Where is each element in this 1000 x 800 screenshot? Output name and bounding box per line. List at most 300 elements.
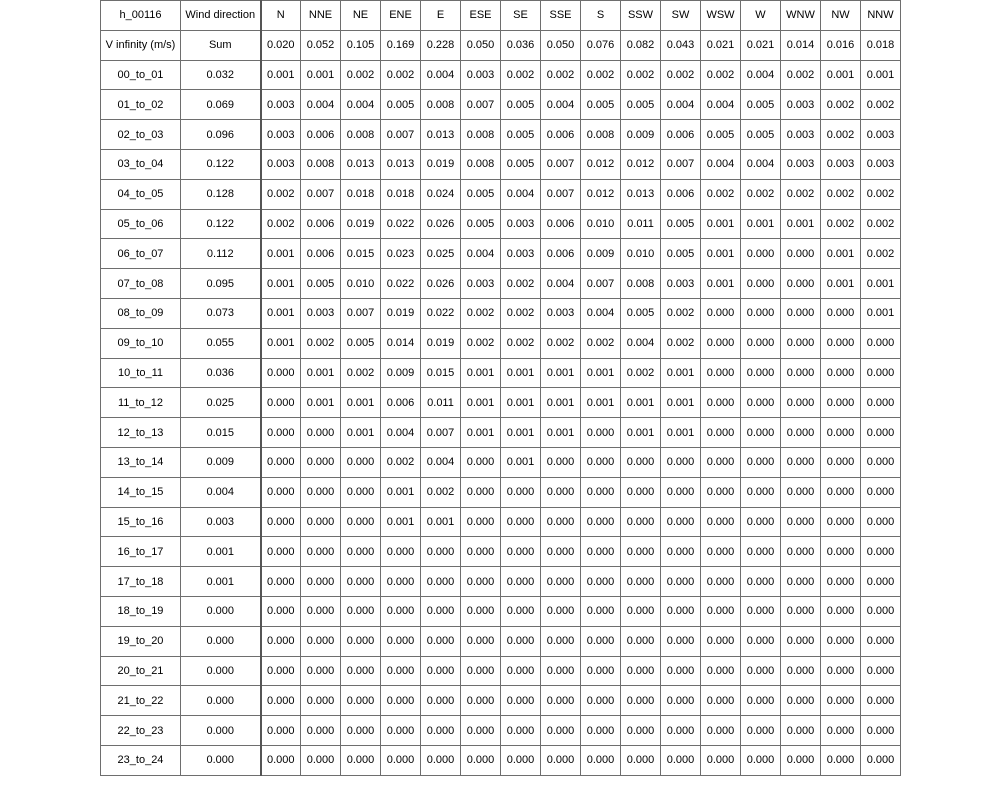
speed-range-cell: 08_to_09 bbox=[101, 298, 181, 328]
frequency-cell: 0.002 bbox=[581, 328, 621, 358]
frequency-cell: 0.005 bbox=[661, 209, 701, 239]
row-sum-cell: 0.000 bbox=[181, 626, 261, 656]
frequency-cell: 0.000 bbox=[821, 686, 861, 716]
frequency-cell: 0.004 bbox=[701, 90, 741, 120]
frequency-cell: 0.000 bbox=[701, 537, 741, 567]
frequency-cell: 0.000 bbox=[861, 418, 901, 448]
frequency-cell: 0.000 bbox=[861, 537, 901, 567]
speed-range-cell: 20_to_21 bbox=[101, 656, 181, 686]
frequency-cell: 0.015 bbox=[341, 239, 381, 269]
frequency-cell: 0.000 bbox=[541, 596, 581, 626]
frequency-cell: 0.004 bbox=[341, 90, 381, 120]
frequency-cell: 0.000 bbox=[301, 477, 341, 507]
frequency-cell: 0.002 bbox=[501, 328, 541, 358]
row-sum-cell: 0.004 bbox=[181, 477, 261, 507]
frequency-cell: 0.000 bbox=[301, 567, 341, 597]
table-row bbox=[101, 269, 901, 299]
frequency-cell: 0.000 bbox=[781, 596, 821, 626]
frequency-cell: 0.000 bbox=[541, 507, 581, 537]
frequency-cell: 0.000 bbox=[621, 447, 661, 477]
frequency-cell: 0.002 bbox=[461, 298, 501, 328]
frequency-cell: 0.006 bbox=[541, 120, 581, 150]
frequency-cell: 0.000 bbox=[741, 418, 781, 448]
row-sum-cell: 0.069 bbox=[181, 90, 261, 120]
frequency-cell: 0.000 bbox=[741, 716, 781, 746]
row-sum-cell: 0.073 bbox=[181, 298, 261, 328]
frequency-cell: 0.000 bbox=[741, 447, 781, 477]
row-sum-cell: 0.128 bbox=[181, 179, 261, 209]
frequency-cell: 0.003 bbox=[301, 298, 341, 328]
row-sum-cell: 0.001 bbox=[181, 567, 261, 597]
frequency-cell: 0.013 bbox=[341, 149, 381, 179]
frequency-cell: 0.000 bbox=[541, 626, 581, 656]
frequency-cell: 0.002 bbox=[501, 269, 541, 299]
frequency-cell: 0.000 bbox=[821, 567, 861, 597]
frequency-cell: 0.000 bbox=[621, 477, 661, 507]
table-row bbox=[101, 418, 901, 448]
frequency-cell: 0.019 bbox=[381, 298, 421, 328]
frequency-cell: 0.002 bbox=[701, 179, 741, 209]
table-row bbox=[101, 239, 901, 269]
frequency-cell: 0.002 bbox=[501, 60, 541, 90]
frequency-cell: 0.000 bbox=[461, 447, 501, 477]
frequency-cell: 0.000 bbox=[661, 477, 701, 507]
frequency-cell: 0.007 bbox=[301, 179, 341, 209]
frequency-cell: 0.003 bbox=[501, 209, 541, 239]
frequency-cell: 0.013 bbox=[621, 179, 661, 209]
frequency-cell: 0.007 bbox=[541, 149, 581, 179]
frequency-cell: 0.001 bbox=[261, 239, 301, 269]
row-sum-cell: 0.036 bbox=[181, 358, 261, 388]
frequency-cell: 0.000 bbox=[661, 567, 701, 597]
frequency-cell: 0.003 bbox=[461, 269, 501, 299]
frequency-cell: 0.000 bbox=[421, 716, 461, 746]
frequency-cell: 0.001 bbox=[421, 507, 461, 537]
frequency-cell: 0.000 bbox=[581, 745, 621, 775]
frequency-cell: 0.001 bbox=[381, 507, 421, 537]
frequency-cell: 0.006 bbox=[301, 239, 341, 269]
frequency-cell: 0.000 bbox=[581, 686, 621, 716]
frequency-cell: 0.000 bbox=[541, 447, 581, 477]
frequency-cell: 0.001 bbox=[501, 388, 541, 418]
frequency-cell: 0.002 bbox=[341, 358, 381, 388]
table-row bbox=[101, 745, 901, 775]
table-row bbox=[101, 298, 901, 328]
frequency-cell: 0.001 bbox=[781, 209, 821, 239]
frequency-cell: 0.000 bbox=[701, 626, 741, 656]
frequency-cell: 0.008 bbox=[341, 120, 381, 150]
frequency-cell: 0.000 bbox=[701, 388, 741, 418]
frequency-cell: 0.000 bbox=[501, 477, 541, 507]
frequency-cell: 0.004 bbox=[541, 269, 581, 299]
frequency-cell: 0.007 bbox=[341, 298, 381, 328]
frequency-cell: 0.000 bbox=[741, 656, 781, 686]
frequency-cell: 0.013 bbox=[381, 149, 421, 179]
direction-sum-cell: 0.016 bbox=[821, 30, 861, 60]
frequency-cell: 0.001 bbox=[661, 388, 701, 418]
frequency-cell: 0.000 bbox=[461, 745, 501, 775]
frequency-cell: 0.002 bbox=[261, 179, 301, 209]
frequency-cell: 0.000 bbox=[781, 626, 821, 656]
frequency-cell: 0.000 bbox=[701, 507, 741, 537]
frequency-cell: 0.004 bbox=[701, 149, 741, 179]
table-row bbox=[101, 716, 901, 746]
frequency-cell: 0.005 bbox=[581, 90, 621, 120]
frequency-cell: 0.000 bbox=[781, 567, 821, 597]
frequency-cell: 0.000 bbox=[301, 447, 341, 477]
frequency-cell: 0.000 bbox=[701, 656, 741, 686]
direction-sum-cell: 0.228 bbox=[421, 30, 461, 60]
frequency-cell: 0.000 bbox=[261, 626, 301, 656]
frequency-cell: 0.000 bbox=[701, 745, 741, 775]
frequency-cell: 0.000 bbox=[661, 447, 701, 477]
frequency-cell: 0.000 bbox=[821, 745, 861, 775]
frequency-cell: 0.005 bbox=[741, 120, 781, 150]
direction-sum-cell: 0.076 bbox=[581, 30, 621, 60]
frequency-cell: 0.000 bbox=[541, 477, 581, 507]
frequency-cell: 0.000 bbox=[621, 716, 661, 746]
frequency-cell: 0.000 bbox=[661, 537, 701, 567]
frequency-cell: 0.000 bbox=[781, 298, 821, 328]
row-sum-cell: 0.000 bbox=[181, 745, 261, 775]
corner-label-cell: h_00116 bbox=[101, 1, 181, 31]
frequency-cell: 0.000 bbox=[861, 447, 901, 477]
frequency-cell: 0.000 bbox=[781, 477, 821, 507]
speed-range-cell: 14_to_15 bbox=[101, 477, 181, 507]
frequency-cell: 0.000 bbox=[261, 358, 301, 388]
frequency-cell: 0.000 bbox=[301, 507, 341, 537]
frequency-cell: 0.000 bbox=[781, 358, 821, 388]
frequency-cell: 0.001 bbox=[861, 269, 901, 299]
frequency-cell: 0.000 bbox=[461, 507, 501, 537]
row-sum-cell: 0.001 bbox=[181, 537, 261, 567]
frequency-cell: 0.002 bbox=[341, 60, 381, 90]
wind-frequency-table bbox=[100, 0, 901, 776]
frequency-cell: 0.002 bbox=[821, 179, 861, 209]
frequency-cell: 0.000 bbox=[581, 656, 621, 686]
table-row bbox=[101, 120, 901, 150]
frequency-cell: 0.005 bbox=[301, 269, 341, 299]
frequency-cell: 0.012 bbox=[581, 179, 621, 209]
frequency-cell: 0.004 bbox=[381, 418, 421, 448]
speed-range-cell: 17_to_18 bbox=[101, 567, 181, 597]
frequency-cell: 0.000 bbox=[701, 358, 741, 388]
frequency-cell: 0.005 bbox=[501, 120, 541, 150]
frequency-cell: 0.000 bbox=[621, 567, 661, 597]
frequency-cell: 0.002 bbox=[861, 239, 901, 269]
frequency-cell: 0.005 bbox=[461, 179, 501, 209]
frequency-cell: 0.004 bbox=[621, 328, 661, 358]
direction-header-cell: SSE bbox=[541, 1, 581, 31]
direction-header-cell: WSW bbox=[701, 1, 741, 31]
frequency-cell: 0.019 bbox=[341, 209, 381, 239]
frequency-cell: 0.005 bbox=[501, 149, 541, 179]
frequency-cell: 0.001 bbox=[861, 60, 901, 90]
direction-header-cell: ENE bbox=[381, 1, 421, 31]
row-sum-cell: 0.000 bbox=[181, 716, 261, 746]
frequency-cell: 0.000 bbox=[421, 567, 461, 597]
frequency-cell: 0.001 bbox=[501, 418, 541, 448]
frequency-cell: 0.000 bbox=[421, 626, 461, 656]
frequency-cell: 0.001 bbox=[341, 388, 381, 418]
frequency-cell: 0.000 bbox=[821, 358, 861, 388]
frequency-cell: 0.000 bbox=[341, 745, 381, 775]
frequency-cell: 0.019 bbox=[421, 149, 461, 179]
frequency-cell: 0.000 bbox=[861, 507, 901, 537]
direction-sum-cell: 0.082 bbox=[621, 30, 661, 60]
direction-sum-cell: 0.018 bbox=[861, 30, 901, 60]
frequency-cell: 0.002 bbox=[701, 60, 741, 90]
speed-range-cell: 10_to_11 bbox=[101, 358, 181, 388]
speed-range-cell: 11_to_12 bbox=[101, 388, 181, 418]
speed-header-cell: V infinity (m/s) bbox=[101, 30, 181, 60]
frequency-cell: 0.022 bbox=[381, 269, 421, 299]
frequency-cell: 0.000 bbox=[341, 537, 381, 567]
frequency-cell: 0.000 bbox=[501, 537, 541, 567]
frequency-cell: 0.000 bbox=[341, 716, 381, 746]
frequency-cell: 0.005 bbox=[661, 239, 701, 269]
frequency-cell: 0.001 bbox=[301, 388, 341, 418]
speed-range-cell: 13_to_14 bbox=[101, 447, 181, 477]
frequency-cell: 0.000 bbox=[341, 567, 381, 597]
frequency-cell: 0.001 bbox=[821, 60, 861, 90]
frequency-cell: 0.000 bbox=[421, 745, 461, 775]
frequency-cell: 0.003 bbox=[781, 149, 821, 179]
sum-header-cell: Sum bbox=[181, 30, 261, 60]
frequency-cell: 0.009 bbox=[581, 239, 621, 269]
frequency-cell: 0.000 bbox=[701, 477, 741, 507]
speed-range-cell: 06_to_07 bbox=[101, 239, 181, 269]
frequency-cell: 0.000 bbox=[421, 596, 461, 626]
frequency-cell: 0.000 bbox=[301, 626, 341, 656]
speed-range-cell: 01_to_02 bbox=[101, 90, 181, 120]
frequency-cell: 0.002 bbox=[821, 209, 861, 239]
speed-range-cell: 21_to_22 bbox=[101, 686, 181, 716]
table-row bbox=[101, 507, 901, 537]
frequency-cell: 0.001 bbox=[581, 388, 621, 418]
speed-range-cell: 23_to_24 bbox=[101, 745, 181, 775]
frequency-cell: 0.002 bbox=[661, 298, 701, 328]
frequency-cell: 0.001 bbox=[261, 298, 301, 328]
speed-range-cell: 22_to_23 bbox=[101, 716, 181, 746]
frequency-cell: 0.000 bbox=[821, 716, 861, 746]
frequency-cell: 0.006 bbox=[541, 209, 581, 239]
frequency-cell: 0.004 bbox=[301, 90, 341, 120]
frequency-cell: 0.003 bbox=[661, 269, 701, 299]
frequency-cell: 0.000 bbox=[701, 596, 741, 626]
frequency-cell: 0.000 bbox=[501, 507, 541, 537]
direction-sum-cell: 0.050 bbox=[461, 30, 501, 60]
frequency-cell: 0.014 bbox=[381, 328, 421, 358]
frequency-cell: 0.000 bbox=[701, 716, 741, 746]
frequency-cell: 0.000 bbox=[701, 567, 741, 597]
frequency-cell: 0.000 bbox=[861, 656, 901, 686]
frequency-cell: 0.000 bbox=[701, 447, 741, 477]
row-sum-cell: 0.122 bbox=[181, 149, 261, 179]
frequency-cell: 0.000 bbox=[381, 745, 421, 775]
frequency-cell: 0.006 bbox=[661, 179, 701, 209]
frequency-cell: 0.000 bbox=[661, 596, 701, 626]
frequency-cell: 0.001 bbox=[821, 239, 861, 269]
frequency-cell: 0.001 bbox=[541, 358, 581, 388]
table-row bbox=[101, 596, 901, 626]
frequency-cell: 0.000 bbox=[461, 686, 501, 716]
row-sum-cell: 0.095 bbox=[181, 269, 261, 299]
frequency-cell: 0.000 bbox=[301, 686, 341, 716]
table-row bbox=[101, 209, 901, 239]
table-row bbox=[101, 60, 901, 90]
frequency-cell: 0.000 bbox=[461, 567, 501, 597]
speed-range-cell: 00_to_01 bbox=[101, 60, 181, 90]
frequency-cell: 0.008 bbox=[621, 269, 661, 299]
frequency-cell: 0.000 bbox=[861, 328, 901, 358]
speed-range-cell: 18_to_19 bbox=[101, 596, 181, 626]
direction-header-cell: Wind direction bbox=[181, 1, 261, 31]
frequency-cell: 0.001 bbox=[341, 418, 381, 448]
frequency-cell: 0.000 bbox=[861, 477, 901, 507]
frequency-cell: 0.000 bbox=[781, 537, 821, 567]
frequency-cell: 0.010 bbox=[621, 239, 661, 269]
frequency-cell: 0.004 bbox=[501, 179, 541, 209]
frequency-cell: 0.000 bbox=[661, 507, 701, 537]
frequency-cell: 0.000 bbox=[341, 656, 381, 686]
table-row bbox=[101, 656, 901, 686]
frequency-cell: 0.000 bbox=[661, 656, 701, 686]
frequency-cell: 0.006 bbox=[381, 388, 421, 418]
frequency-cell: 0.000 bbox=[741, 686, 781, 716]
frequency-cell: 0.000 bbox=[821, 656, 861, 686]
frequency-cell: 0.024 bbox=[421, 179, 461, 209]
table-row bbox=[101, 626, 901, 656]
frequency-cell: 0.001 bbox=[461, 418, 501, 448]
frequency-cell: 0.000 bbox=[421, 686, 461, 716]
frequency-cell: 0.002 bbox=[741, 179, 781, 209]
frequency-cell: 0.000 bbox=[261, 418, 301, 448]
frequency-cell: 0.005 bbox=[501, 90, 541, 120]
frequency-cell: 0.000 bbox=[261, 716, 301, 746]
frequency-cell: 0.003 bbox=[781, 90, 821, 120]
frequency-cell: 0.001 bbox=[461, 388, 501, 418]
frequency-cell: 0.008 bbox=[461, 120, 501, 150]
frequency-cell: 0.000 bbox=[661, 686, 701, 716]
direction-sum-cell: 0.021 bbox=[741, 30, 781, 60]
frequency-cell: 0.008 bbox=[301, 149, 341, 179]
frequency-cell: 0.003 bbox=[461, 60, 501, 90]
frequency-cell: 0.004 bbox=[741, 60, 781, 90]
frequency-cell: 0.000 bbox=[421, 656, 461, 686]
speed-range-cell: 03_to_04 bbox=[101, 149, 181, 179]
frequency-cell: 0.000 bbox=[741, 298, 781, 328]
table-row bbox=[101, 477, 901, 507]
frequency-cell: 0.001 bbox=[741, 209, 781, 239]
frequency-cell: 0.000 bbox=[821, 328, 861, 358]
frequency-cell: 0.000 bbox=[781, 716, 821, 746]
row-sum-cell: 0.000 bbox=[181, 686, 261, 716]
direction-sum-cell: 0.105 bbox=[341, 30, 381, 60]
direction-header-cell: ESE bbox=[461, 1, 501, 31]
direction-sum-cell: 0.169 bbox=[381, 30, 421, 60]
frequency-cell: 0.026 bbox=[421, 269, 461, 299]
frequency-cell: 0.000 bbox=[741, 239, 781, 269]
frequency-cell: 0.000 bbox=[621, 537, 661, 567]
frequency-cell: 0.000 bbox=[541, 567, 581, 597]
frequency-cell: 0.001 bbox=[701, 269, 741, 299]
frequency-cell: 0.000 bbox=[741, 269, 781, 299]
frequency-cell: 0.000 bbox=[501, 626, 541, 656]
frequency-cell: 0.000 bbox=[301, 656, 341, 686]
frequency-cell: 0.000 bbox=[741, 745, 781, 775]
frequency-cell: 0.000 bbox=[261, 686, 301, 716]
frequency-cell: 0.012 bbox=[621, 149, 661, 179]
frequency-cell: 0.001 bbox=[541, 388, 581, 418]
frequency-cell: 0.000 bbox=[701, 328, 741, 358]
frequency-cell: 0.000 bbox=[261, 388, 301, 418]
row-sum-cell: 0.025 bbox=[181, 388, 261, 418]
frequency-cell: 0.000 bbox=[581, 716, 621, 746]
direction-header-cell: N bbox=[261, 1, 301, 31]
table-row bbox=[101, 686, 901, 716]
frequency-cell: 0.001 bbox=[261, 328, 301, 358]
direction-header-cell: NNE bbox=[301, 1, 341, 31]
frequency-cell: 0.000 bbox=[701, 686, 741, 716]
frequency-cell: 0.001 bbox=[701, 209, 741, 239]
frequency-cell: 0.001 bbox=[861, 298, 901, 328]
frequency-cell: 0.000 bbox=[741, 537, 781, 567]
frequency-cell: 0.000 bbox=[621, 656, 661, 686]
sum-row bbox=[101, 30, 901, 60]
frequency-cell: 0.001 bbox=[621, 418, 661, 448]
speed-range-cell: 19_to_20 bbox=[101, 626, 181, 656]
frequency-cell: 0.000 bbox=[741, 477, 781, 507]
frequency-cell: 0.010 bbox=[581, 209, 621, 239]
frequency-cell: 0.002 bbox=[301, 328, 341, 358]
frequency-cell: 0.004 bbox=[741, 149, 781, 179]
frequency-cell: 0.000 bbox=[781, 656, 821, 686]
frequency-cell: 0.008 bbox=[461, 149, 501, 179]
frequency-cell: 0.003 bbox=[261, 149, 301, 179]
frequency-cell: 0.001 bbox=[501, 358, 541, 388]
frequency-cell: 0.006 bbox=[661, 120, 701, 150]
frequency-cell: 0.003 bbox=[541, 298, 581, 328]
speed-range-cell: 16_to_17 bbox=[101, 537, 181, 567]
frequency-cell: 0.000 bbox=[741, 358, 781, 388]
frequency-cell: 0.005 bbox=[381, 90, 421, 120]
frequency-cell: 0.004 bbox=[581, 298, 621, 328]
frequency-cell: 0.000 bbox=[461, 716, 501, 746]
frequency-cell: 0.000 bbox=[781, 447, 821, 477]
frequency-cell: 0.000 bbox=[501, 716, 541, 746]
direction-header-cell: NW bbox=[821, 1, 861, 31]
frequency-cell: 0.000 bbox=[541, 745, 581, 775]
frequency-cell: 0.000 bbox=[501, 656, 541, 686]
frequency-cell: 0.002 bbox=[861, 90, 901, 120]
frequency-cell: 0.000 bbox=[781, 507, 821, 537]
frequency-cell: 0.000 bbox=[581, 626, 621, 656]
frequency-cell: 0.000 bbox=[661, 626, 701, 656]
row-sum-cell: 0.015 bbox=[181, 418, 261, 448]
frequency-cell: 0.001 bbox=[661, 418, 701, 448]
frequency-cell: 0.002 bbox=[541, 328, 581, 358]
frequency-cell: 0.000 bbox=[341, 477, 381, 507]
frequency-cell: 0.000 bbox=[581, 418, 621, 448]
frequency-cell: 0.005 bbox=[701, 120, 741, 150]
frequency-cell: 0.000 bbox=[821, 477, 861, 507]
direction-sum-cell: 0.036 bbox=[501, 30, 541, 60]
frequency-cell: 0.011 bbox=[621, 209, 661, 239]
row-sum-cell: 0.003 bbox=[181, 507, 261, 537]
frequency-cell: 0.000 bbox=[821, 537, 861, 567]
row-sum-cell: 0.032 bbox=[181, 60, 261, 90]
